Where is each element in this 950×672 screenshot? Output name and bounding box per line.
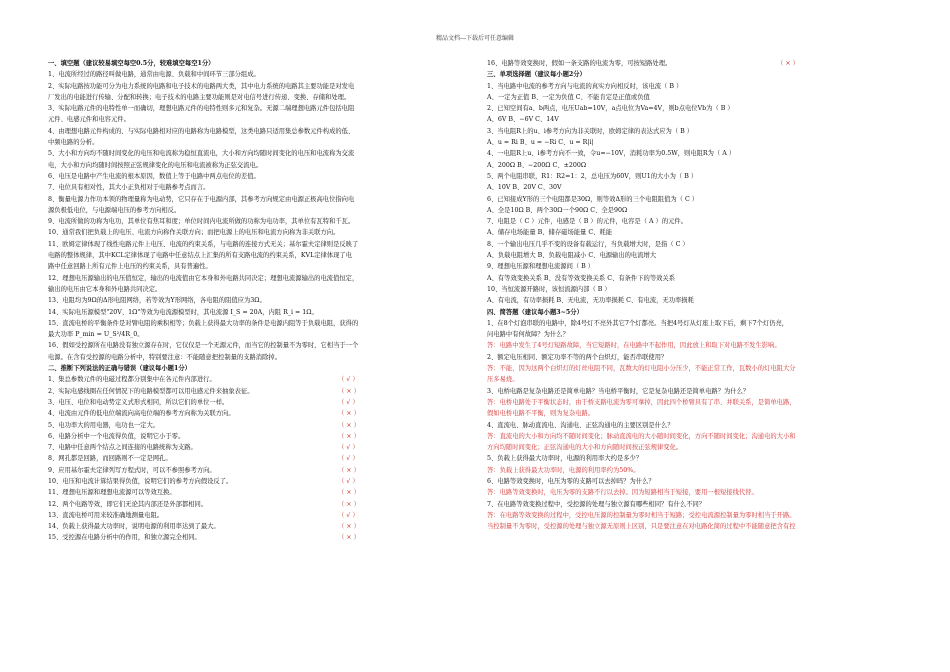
line-text: 2、实际电路按功能可分为电力系统的电路和电子技术的电路两大类，其中电力系统的电路其主要功能是对发电 xyxy=(48,82,355,90)
text-line xyxy=(48,114,468,125)
line-text: 一、填空题（建议较易填空每空0.5分，较难填空每空1分） xyxy=(48,60,215,67)
text-line xyxy=(48,137,468,148)
answer-mark: （ √ ） xyxy=(338,444,359,452)
answer-mark: （ √ ） xyxy=(338,511,359,519)
text-line xyxy=(48,171,468,182)
line-text: 电源。在含有受控源的电路分析中，特别要注意：不能随意把控制量的支路消除掉。 xyxy=(48,353,281,361)
text-line xyxy=(48,510,468,521)
line-text: 电，大小和方向均随时间按照正弦规律变化的电压和电流被称为正弦交流电。 xyxy=(48,161,263,169)
line-text: 5、大小和方向均不随时间变化的电压和电流称为稳恒直流电，大小和方向均随时间变化的电压和电流称为交流 xyxy=(48,150,355,158)
line-text: 当控制量不为零时，受控源的处理与独立源无原则上区别，只是要注意在对电路化简的过程中不能随意把含有控 xyxy=(487,523,796,531)
text-line xyxy=(487,148,907,159)
text-line xyxy=(487,386,907,397)
line-text: A、6V B、−6V C、14V xyxy=(487,116,559,124)
text-line xyxy=(487,329,907,340)
line-text: 2、实际电感线圈在任何情况下的电路模型都可以用电感元件来抽象表征。 xyxy=(48,387,254,395)
text-line xyxy=(487,205,907,216)
answer-line xyxy=(487,465,907,476)
text-line xyxy=(487,295,907,306)
section-heading xyxy=(48,58,468,69)
text-line xyxy=(487,171,907,182)
answer-mark: （ √ ） xyxy=(338,398,359,406)
text-line xyxy=(48,307,468,318)
line-text: 9、应用基尔霍夫定律列写方程式时，可以不参照参考方向。 xyxy=(48,466,216,474)
line-text: 2、已知空间有a、b两点，电压Uab=10V，a点电位为Va=4V，则b点电位Vb为（ B ） xyxy=(487,105,734,113)
line-text: 源负极低电位，与电源端电压的参考方向相反。 xyxy=(48,206,181,214)
line-text: 16、电路等效变换时，假如一条支路的电流为零，可按短路处理。 xyxy=(487,60,672,67)
text-line xyxy=(48,476,468,487)
line-text: 11、理想电压源和理想电流源可以等效互换。 xyxy=(48,489,176,497)
line-text: 压多易烧。 xyxy=(487,376,519,384)
line-text: 答：不能，因为这两个白炽灯的灯丝电阻不同，瓦数大的灯电阻小分压少，不能正常工作，瓦数小的灯电阻大分 xyxy=(487,365,796,373)
text-line xyxy=(48,420,468,431)
line-text: 2、额定电压相同、额定功率不等的两个白炽灯，能否串联使用？ xyxy=(487,353,668,361)
answer-line xyxy=(487,397,907,408)
text-line xyxy=(48,386,468,397)
line-text: 7、电阻是（ C ）元件，电感是（ B ）的元件，电容是（ A ）的元件。 xyxy=(487,218,688,226)
line-text: 3、实际电路元件的电特性单一而确切，理想电路元件的电特性则多元和复杂。无源二端理想电路元件包括电阻 xyxy=(48,105,355,113)
line-text: A、200Ω B、−200Ω C、±200Ω xyxy=(487,161,587,169)
answer-line xyxy=(487,363,907,374)
text-line xyxy=(48,250,468,261)
line-text: 10、电压和电流计算结果得负值，说明它们的参考方向假设反了。 xyxy=(48,477,233,485)
line-text: A、负载电阻增大 B、负载电阻减小 C、电源输出的电流增大 xyxy=(487,252,657,260)
text-line xyxy=(487,476,907,487)
line-text: 10、当恒流源开路时，该恒流源内部（ B ） xyxy=(487,285,611,293)
line-text: 13、直流电桥可用来较准确地测量电阻。 xyxy=(48,511,164,519)
answer-mark: （ √ ） xyxy=(338,455,359,463)
line-text: 11、欧姆定律体现了线性电路元件上电压、电流的约束关系，与电路的连接方式无关；基尔霍夫定律则是反映了 xyxy=(48,240,359,248)
line-text: 电路的整体规律，其中KCL定律体现了电路中任意结点上汇集的所有支路电流的约束关系，KVL定律体现了电 xyxy=(48,252,353,260)
text-line xyxy=(48,521,468,532)
line-text: 1、电流所经过的路径叫做电路，通常由电源、负载和中间环节三部分组成。 xyxy=(48,71,260,79)
line-text: 12、两个电路等效，即它们无论其内部还是外部都相同。 xyxy=(48,500,208,508)
line-text: 5、负载上获得最大功率时，电源的利用率大约是多少？ xyxy=(487,455,643,463)
text-line xyxy=(487,126,907,137)
line-text: 1、在8个灯泡串联的电路中，除4号灯不亮外其它7个灯都亮。当把4号灯从灯座上取下后，剩下7个灯仍亮， xyxy=(487,319,789,327)
answer-line xyxy=(487,487,907,498)
line-text: 16、假如受控源所在电路没有独立源存在时，它仅仅是一个无源元件，而当它的控制量不为零时，它相当于一个 xyxy=(48,342,359,350)
line-text: 6、电压是电路中产生电流的根本原因，数值上等于电路中两点电位的差值。 xyxy=(48,172,260,180)
text-line xyxy=(487,284,907,295)
line-text: 中频电路的分析。 xyxy=(48,139,99,147)
text-line xyxy=(48,227,468,238)
text-line xyxy=(48,340,468,351)
line-text: 元件、电感元件和电容元件。 xyxy=(48,116,130,124)
text-line xyxy=(487,103,907,114)
text-line xyxy=(487,273,907,284)
line-text: 答：电桥电路处于平衡状态时，由于桥支路电流为零可拿掉，因此四个桥臂具有了串、并联关系，是简单电路， xyxy=(487,398,796,406)
text-line xyxy=(48,329,468,340)
line-text: 4、一电阻R上u、i参考方向不一致，令u=−10V，消耗功率为0.5W，则电阻R为（ A ） xyxy=(487,150,736,158)
text-line xyxy=(487,182,907,193)
line-text: 1、当电路中电流的参考方向与电流的真实方向相反时，该电流（ B ） xyxy=(487,82,683,90)
line-text: 厂发出的电能进行传输、分配和转换；电子技术的电路主要功能则是对电信号进行传递、变换、存储和处理。 xyxy=(48,93,351,101)
text-line xyxy=(487,81,907,92)
section-heading xyxy=(487,69,907,80)
page-header: 精品文档---下载后可任意编辑 xyxy=(435,35,515,42)
line-text: 9、理想电压源和理想电流源间（ B ） xyxy=(487,263,595,271)
text-line xyxy=(48,216,468,227)
text-line xyxy=(48,408,468,419)
text-line xyxy=(48,81,468,92)
line-text: 3、电桥电路是复杂电路还是简单电路？当电桥平衡时，它是复杂电路还是简单电路？为什么？ xyxy=(487,387,750,395)
text-line xyxy=(487,227,907,238)
answer-mark: （ × ） xyxy=(338,534,360,542)
answer-mark: （ × ） xyxy=(338,432,360,440)
line-text: 7、电位具有相对性，其大小正负相对于电路参考点而言。 xyxy=(48,184,210,192)
line-text: A、10V B、20V C、30V xyxy=(487,184,562,192)
answer-mark: （ × ） xyxy=(338,489,360,497)
text-line xyxy=(487,216,907,227)
answer-mark: （ × ） xyxy=(338,466,360,474)
line-text: A、有等效变换关系 B、没有等效变换关系 C、有条件下的等效关系 xyxy=(487,274,676,282)
line-text: 7、电路中任意两个结点之间连接的电路统称为支路。 xyxy=(48,444,197,452)
answer-mark: （ √ ） xyxy=(338,477,359,485)
line-text: 方向均随时间变化；正弦沟通电的大小和方向随时间按正弦规律变化。 xyxy=(487,444,683,452)
line-text: 四、简答题（建议每小题3~5分） xyxy=(487,308,583,316)
line-text: 问电路中有何故障？为什么？ xyxy=(487,331,569,339)
line-text: 8、一个输出电压几乎不变的设备有载运行，当负载增大时，是指（ C ） xyxy=(487,240,689,248)
answer-line xyxy=(487,510,907,521)
text-line xyxy=(487,114,907,125)
line-text: 9、电流所做的功称为电功，其单位有焦耳和度；单位时间内电流所做的功称为电功率，其单位有瓦特和千瓦。 xyxy=(48,218,355,226)
text-line xyxy=(487,499,907,510)
line-text: 5、电功率大的用电器，电功也一定大。 xyxy=(48,421,160,429)
text-line xyxy=(48,148,468,159)
text-line xyxy=(48,532,468,543)
line-text: 答：负载上获得最大功率时，电源的利用率约为50%。 xyxy=(487,466,640,474)
text-line xyxy=(48,103,468,114)
line-text: A、u = Ri B、u = −Ri C、u = R|i| xyxy=(487,139,594,147)
text-line xyxy=(48,487,468,498)
text-line xyxy=(48,352,468,363)
line-text: 4、直流电、脉动直流电、沟通电、正弦沟通电的主要区别是什么？ xyxy=(487,421,674,429)
line-text: 4、由理想电路元件构成的、与实际电路相对应的电路称为电路模型，这类电路只适用集总参数元件构成的低、 xyxy=(48,127,355,135)
text-line xyxy=(48,284,468,295)
left-column xyxy=(48,58,468,544)
answer-mark: （ × ） xyxy=(338,387,360,395)
text-line xyxy=(48,453,468,464)
line-text: 答：电路等效变换时，电压为零的支路不行以去掉。因为短路相当于短接，要用一根短接线代替。 xyxy=(487,489,758,497)
answer-line xyxy=(487,442,907,453)
line-text: 8、网孔都是回路，而回路则不一定是网孔。 xyxy=(48,455,172,463)
line-text: 二、推断下列说法的正确与错误（建议每小题1分） xyxy=(48,365,191,373)
line-text: 6、已知接成Y形的三个电阻都是30Ω，则等效Δ形的三个电阻阻值为（ C ） xyxy=(487,195,699,203)
answer-line xyxy=(487,374,907,385)
section-heading xyxy=(48,363,468,374)
answer-line xyxy=(487,521,907,532)
text-line xyxy=(487,261,907,272)
line-text: 6、电路分析中一个电流得负值，说明它小于零。 xyxy=(48,432,185,440)
section-heading xyxy=(487,307,907,318)
line-text: 5、两个电阻串联，R1：R2=1：2，总电压为60V，则U1的大小为（ B ） xyxy=(487,172,698,180)
line-text: 3、电压、电位和电动势定义式形式相同，所以它们的单位一样。 xyxy=(48,398,229,406)
line-text: 10、通常我们把负载上的电压、电流方向称作关联方向；而把电源上的电压和电流方向称为非关联方向。 xyxy=(48,229,340,237)
text-line xyxy=(487,250,907,261)
answer-mark: （ × ） xyxy=(338,410,360,418)
answer-mark: （ × ） xyxy=(338,421,360,429)
text-line xyxy=(487,58,907,69)
line-text: 1、集总参数元件的电磁过程都分别集中在各元件内部进行。 xyxy=(48,376,216,384)
text-line xyxy=(48,194,468,205)
text-line xyxy=(48,160,468,171)
answer-line xyxy=(487,431,907,442)
text-line xyxy=(487,420,907,431)
text-line xyxy=(48,92,468,103)
answer-mark: （ × ） xyxy=(338,523,360,531)
text-line xyxy=(48,374,468,385)
text-line xyxy=(48,431,468,442)
line-text: 答：在电路等效变换的过程中，受控电压源的控制量为零时相当于短路；受控电流源控制量为零时相当于开路。 xyxy=(487,511,796,519)
text-line xyxy=(487,318,907,329)
right-column xyxy=(487,58,907,532)
text-line xyxy=(487,453,907,464)
line-text: 12、理想电压源输出的电压值恒定，输出的电流值由它本身和外电路共同决定；理想电流源输出的电流值恒定， xyxy=(48,274,359,282)
text-line xyxy=(48,499,468,510)
line-text: A、有电流，有功率损耗 B、无电流，无功率损耗 C、有电流，无功率损耗 xyxy=(487,297,694,305)
text-line xyxy=(487,194,907,205)
line-text: A、储存电场能量 B、储存磁场能量 C、耗能 xyxy=(487,229,613,237)
answer-mark: （ √ ） xyxy=(338,376,359,384)
text-line xyxy=(48,442,468,453)
line-text: 15、受控源在电路分析中的作用，和独立源完全相同。 xyxy=(48,534,201,542)
line-text: A、一定为正值 B、一定为负值 C、不能肯定是正值或负值 xyxy=(487,93,650,101)
line-text: 7、在电路等效变换过程中，受控源的处理与独立源有哪些相同？有什么不同？ xyxy=(487,500,706,508)
line-text: 输出的电压由它本身和外电路共同决定。 xyxy=(48,285,162,293)
answer-mark: （ × ） xyxy=(338,500,360,508)
line-text: 14、负载上获得最大功率时，说明电源的利用率达到了最大。 xyxy=(48,523,220,531)
text-line xyxy=(48,273,468,284)
text-line xyxy=(487,137,907,148)
text-line xyxy=(48,465,468,476)
text-line xyxy=(48,126,468,137)
text-line xyxy=(48,69,468,80)
line-text: 4、电流由元件的低电位端流向高电位端的参考方向称为关联方向。 xyxy=(48,410,235,418)
answer-line xyxy=(487,408,907,419)
answer-mark: （ × ） xyxy=(777,60,799,67)
line-text: 答：直流电的大小和方向均不随时间变化；脉动直流电的大小随时间变化，方向不随时间变化；沟通电的大小和 xyxy=(487,432,796,440)
text-line xyxy=(48,205,468,216)
line-text: 假如电桥电路不平衡，则为复杂电路。 xyxy=(487,410,595,418)
line-text: 路中任意回路上所有元件上电压的约束关系，具有普遍性。 xyxy=(48,263,212,271)
line-text: 答：电路中发生了4号灯短路故障，当它短路时，在电路中不起作用，因此放上和取下对电路不发生影响。 xyxy=(487,342,781,350)
text-line xyxy=(48,295,468,306)
line-text: 三、单项选择题（建议每小题2分） xyxy=(487,71,586,79)
text-line xyxy=(487,160,907,171)
text-line xyxy=(48,397,468,408)
line-text: 14、实际电压源模型"20V、1Ω"等效为电流源模型时，其电流源 I_S = 20A，内阻 R_i = 1Ω。 xyxy=(48,308,318,316)
text-line xyxy=(48,261,468,272)
text-line xyxy=(487,239,907,250)
answer-line xyxy=(487,340,907,351)
text-line xyxy=(48,318,468,329)
line-text: 8、衡量电源力作功本领的物理量称为电动势，它只存在于电源内部，其参考方向规定由电源正极高电位指向电 xyxy=(48,195,355,203)
text-line xyxy=(487,352,907,363)
text-line xyxy=(48,239,468,250)
line-text: 6、电路等效变换时，电压为零的支路可以去掉吗？为什么？ xyxy=(487,477,655,485)
line-text: 最大功率 P_min = U_S²/4R_0。 xyxy=(48,331,144,339)
line-text: 15、直流电桥的平衡条件是对臂电阻的乘积相等；负载上获得最大功率的条件是电源内阻等于负载电阻，获得的 xyxy=(48,319,359,327)
text-line xyxy=(48,182,468,193)
line-text: A、全是10Ω B、两个30Ω一个90Ω C、全是90Ω xyxy=(487,206,628,214)
line-text: 3、当电阻R上的u、i参考方向为非关联时，欧姆定律的表达式应为（ B ） xyxy=(487,127,694,135)
text-line xyxy=(487,92,907,103)
line-text: 13、电阻均为9Ω的Δ形电阻网络，若等效为Y形网络，各电阻的阻值应为3Ω。 xyxy=(48,297,266,305)
